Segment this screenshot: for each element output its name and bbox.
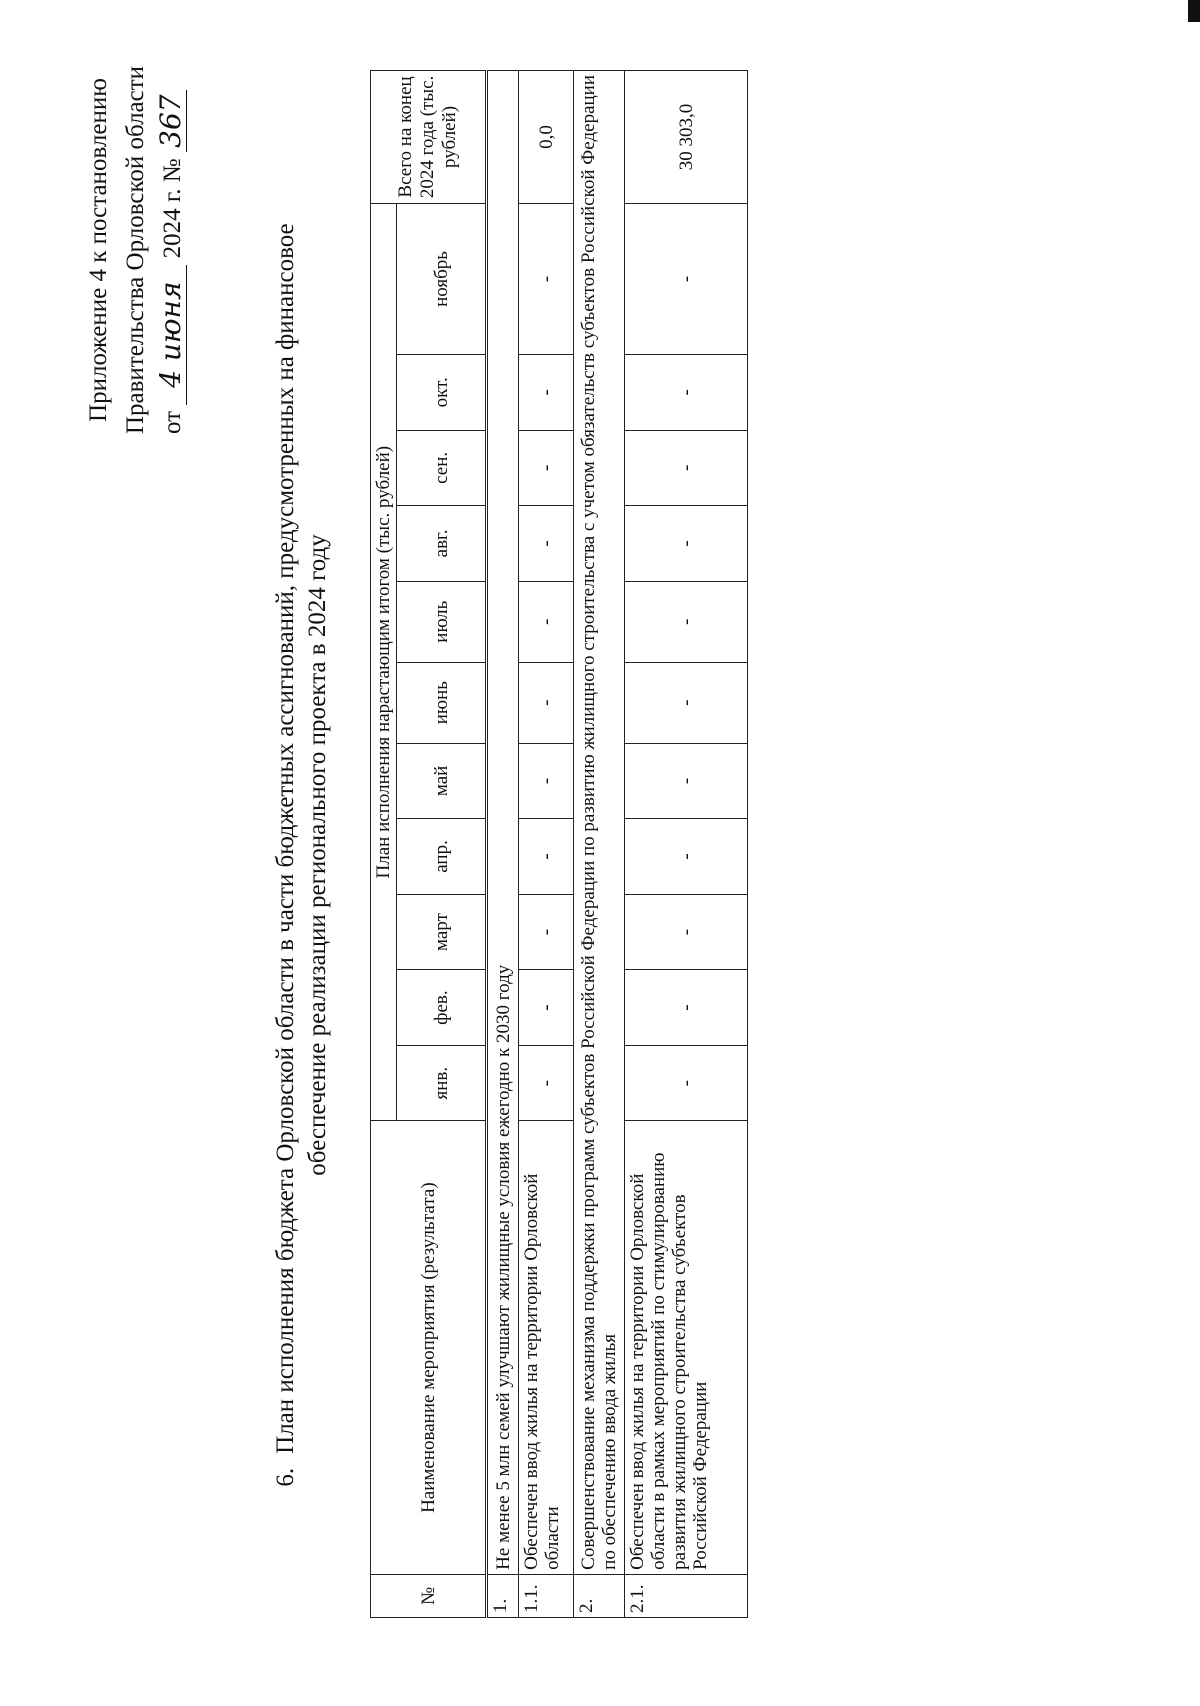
month-value: - [625, 743, 748, 819]
document-title [270, 110, 334, 1600]
month-value: - [625, 894, 748, 970]
row-number: 1. [487, 1574, 519, 1617]
month-value: - [519, 355, 574, 431]
row-number: 2.1. [625, 1574, 748, 1617]
month-value: - [519, 819, 574, 895]
month-value: - [625, 506, 748, 582]
header-num: № [371, 1574, 487, 1617]
row-section-text: Не менее 5 млн семей улучшают жилищные условия ежегодно к 2030 году [487, 71, 519, 1575]
table-row [574, 71, 625, 1618]
month-value: - [625, 1045, 748, 1121]
header-month: май [397, 743, 487, 819]
row-total: 30 303,0 [625, 71, 748, 204]
title-text-1: План исполнения бюджета Орловской области в части бюджетных ассигнований, предусмотренных на финансовое [272, 223, 299, 1454]
row-section-text: Совершенствование механизма поддержки программ субъектов Российской Федерации по развитию жилищного строительства с учетом обязательств субъектов Российской Федерации по обеспечению ввода жилья [574, 71, 625, 1575]
month-value: - [625, 203, 748, 354]
rotated-sheet [0, 50, 1150, 1690]
table-row [487, 71, 519, 1618]
header-plan-group: План исполнения нарастающим итогом (тыс. рублей) [371, 203, 397, 1121]
annex-year: 2024 г. № [159, 158, 186, 259]
row-name: Обеспечен ввод жилья на территории Орловской области в рамках мероприятий по стимулированию развития жилищного строительства субъектов Российской Федерации [625, 1121, 748, 1574]
annex-header [80, 60, 191, 440]
month-value: - [625, 662, 748, 743]
header-month: ноябрь [397, 203, 487, 354]
title-line-2: обеспечение реализации регионального проекта в 2024 году [304, 534, 331, 1176]
annex-line-2: Правительства Орловской области [122, 65, 149, 435]
annex-line-1: Приложение 4 к постановлению [85, 78, 112, 422]
row-number: 1.1. [519, 1574, 574, 1617]
month-value: - [519, 581, 574, 662]
row-total: 0,0 [519, 71, 574, 204]
scan-edge-mark [1188, 0, 1200, 22]
row-name: Обеспечен ввод жилья на территории Орловской области [519, 1121, 574, 1574]
header-month: июль [397, 581, 487, 662]
header-month: март [397, 894, 487, 970]
month-value: - [625, 355, 748, 431]
handwritten-number: 367 [156, 90, 187, 152]
header-month: фев. [397, 970, 487, 1046]
month-value: - [519, 743, 574, 819]
month-value: - [519, 506, 574, 582]
title-line-1 [270, 110, 302, 1600]
month-value: - [625, 581, 748, 662]
title-number: 6. [272, 1467, 299, 1487]
month-value: - [519, 1045, 574, 1121]
header-name: Наименование мероприятия (результата) [371, 1121, 487, 1574]
month-value: - [625, 819, 748, 895]
header-month: июнь [397, 662, 487, 743]
header-month: янв. [397, 1045, 487, 1121]
row-number: 2. [574, 1574, 625, 1617]
month-value: - [625, 970, 748, 1046]
month-value: - [625, 430, 748, 506]
month-value: - [519, 662, 574, 743]
header-month: сен. [397, 430, 487, 506]
month-value: - [519, 430, 574, 506]
month-value: - [519, 894, 574, 970]
plan-table [370, 70, 748, 1618]
header-month: авг. [397, 506, 487, 582]
header-month: окт. [397, 355, 487, 431]
annex-from: от [159, 410, 186, 434]
month-value: - [519, 970, 574, 1046]
header-total: Всего на конец 2024 года (тыс. рублей) [371, 71, 487, 204]
header-month: апр. [397, 819, 487, 895]
annex-line-3 [154, 60, 191, 440]
month-value: - [519, 203, 574, 354]
handwritten-date: 4 июня [156, 265, 187, 405]
table-row [519, 71, 574, 1618]
table-row [625, 71, 748, 1618]
